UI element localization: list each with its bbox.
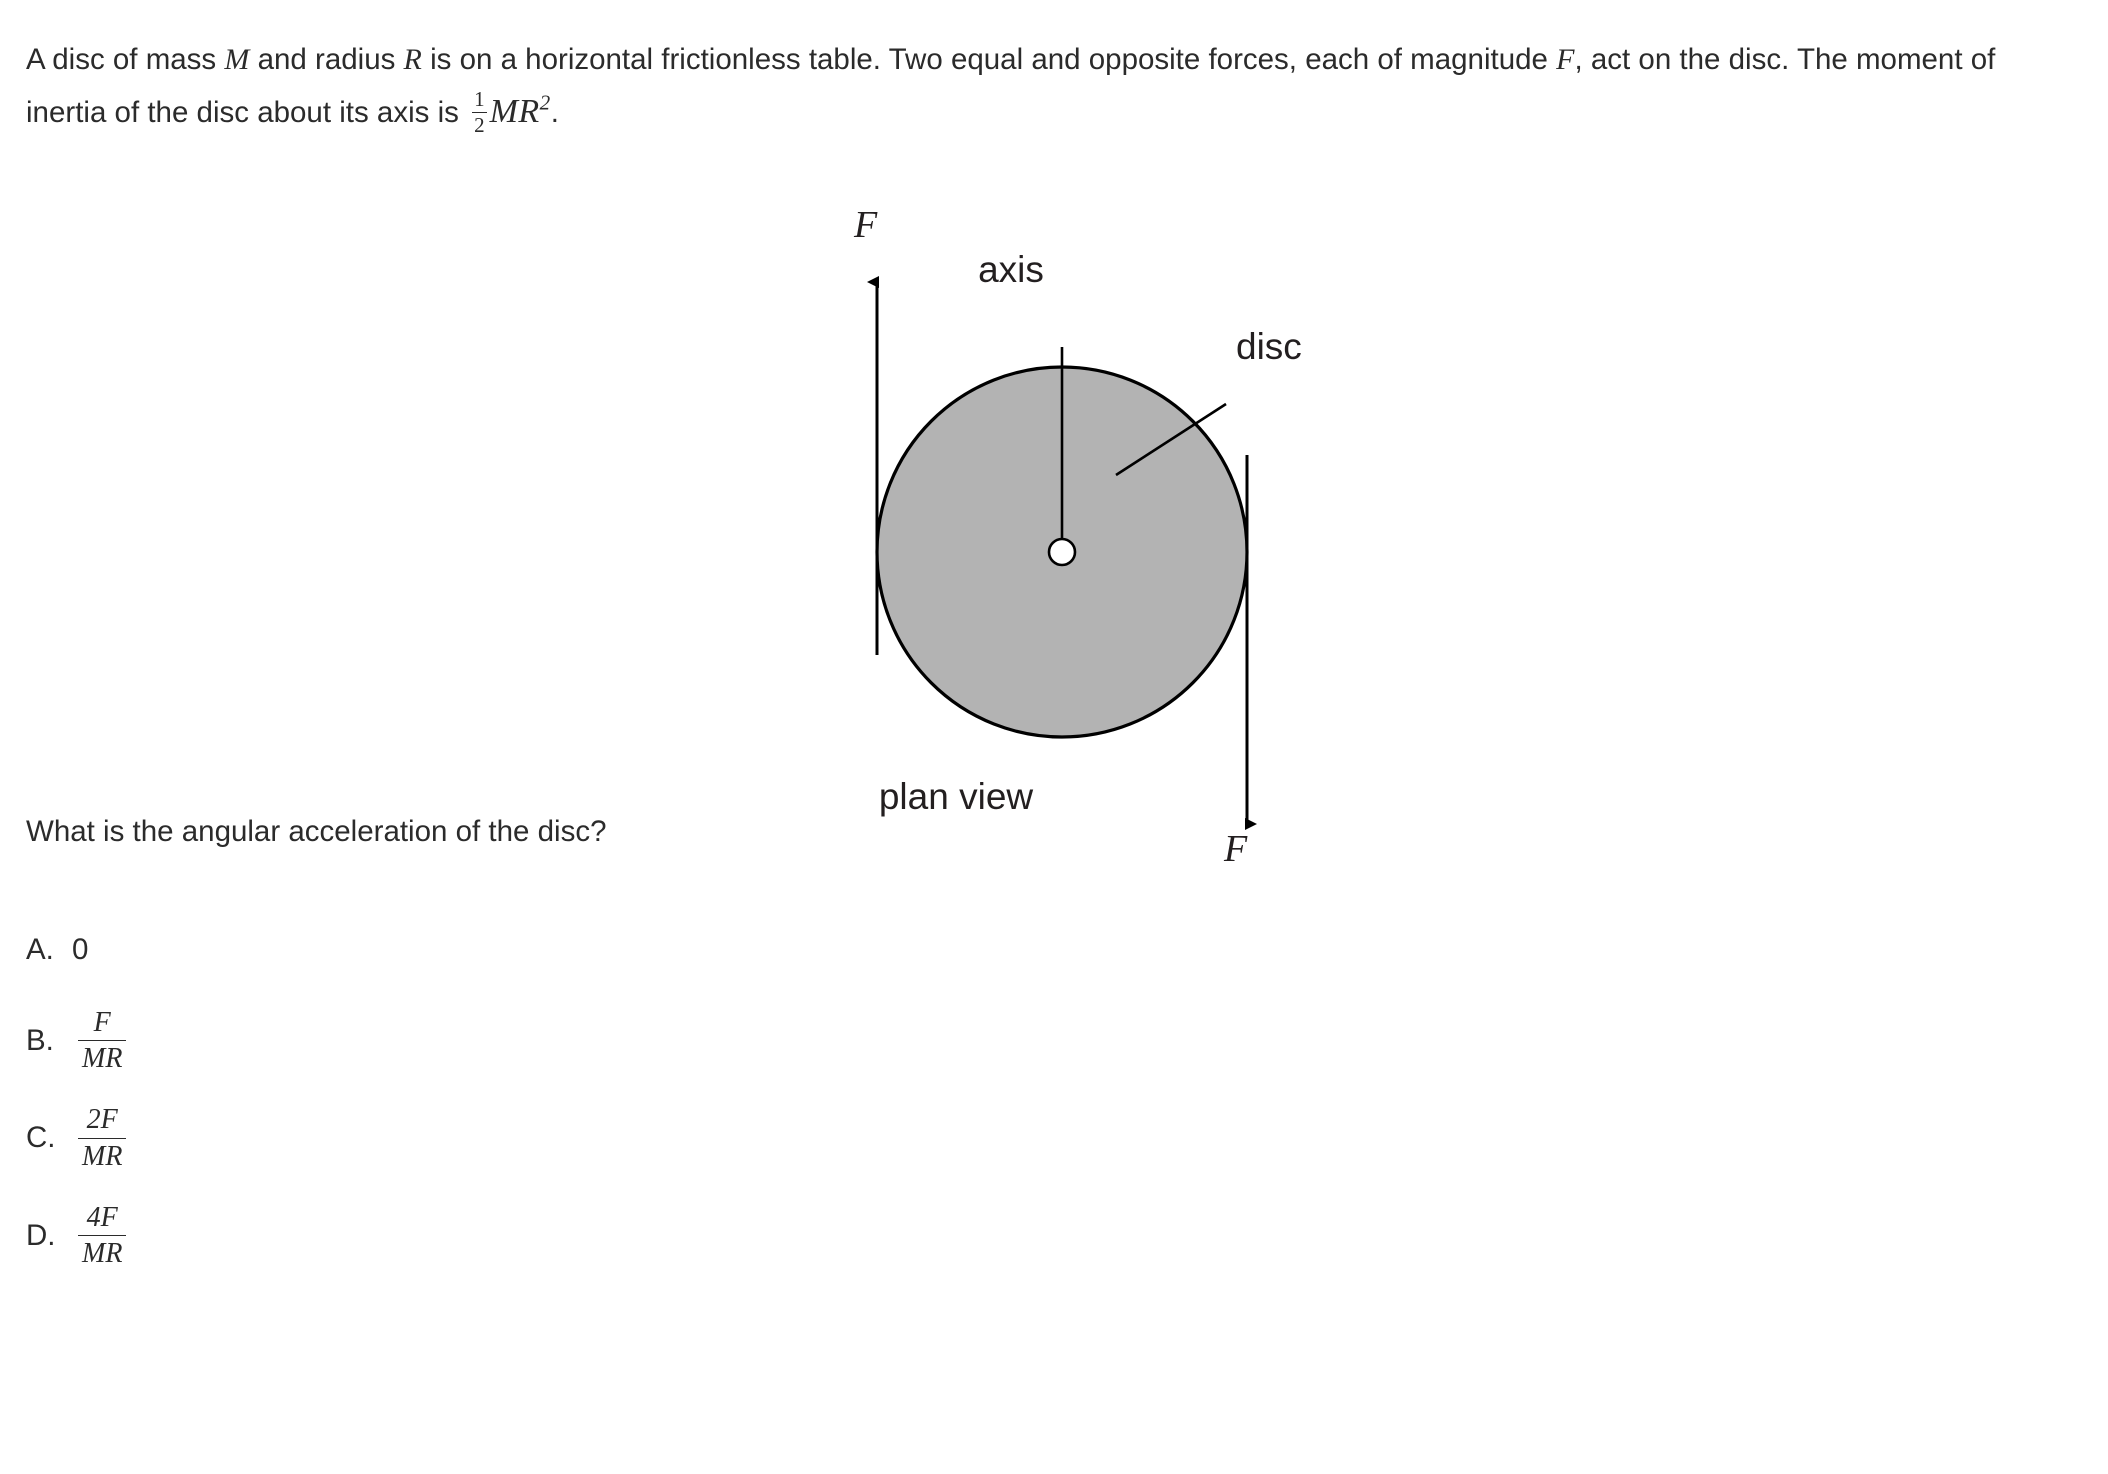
label-disc: disc [1236, 325, 1302, 367]
option-d-numerator: 4F [86, 1202, 118, 1234]
stem-text-2: and radius [249, 42, 404, 76]
option-b-denominator: MR [78, 1040, 126, 1074]
stem-moment-of-inertia [489, 90, 551, 131]
option-b[interactable] [26, 1007, 2082, 1075]
answer-options [26, 923, 2082, 1270]
stem-mr-symbol: MR [489, 93, 540, 131]
option-c-fraction [78, 1104, 126, 1172]
stem-text-1: A disc of mass [26, 42, 225, 76]
stem-text-3: is on a horizontal frictionless table. Two equal and opposite forces, each of magnitude [421, 42, 1557, 76]
option-c-denominator: MR [78, 1138, 126, 1172]
question-prompt: What is the angular acceleration of the disc? [26, 814, 607, 848]
option-b-fraction [78, 1007, 126, 1075]
label-force-bottom: F [1224, 827, 1248, 870]
axis-hub [1049, 539, 1075, 565]
option-c[interactable] [26, 1104, 2082, 1172]
label-force-top: F [854, 203, 878, 246]
stem-variable-radius: R [403, 42, 422, 76]
option-b-numerator: F [93, 1006, 111, 1038]
stem-mr-exponent: 2 [539, 90, 551, 115]
stem-half-numerator: 1 [474, 87, 485, 112]
option-c-numerator: 2F [86, 1104, 118, 1136]
stem-text-period: . [550, 96, 559, 130]
stem-text-4: , act on the disc. The moment of inertia of the disc about its axis is [26, 42, 1996, 130]
option-d-letter: D. [26, 1218, 56, 1252]
question-stem [26, 36, 2082, 140]
option-a-value: 0 [72, 932, 89, 966]
label-axis: axis [978, 248, 1044, 290]
option-d-denominator: MR [78, 1235, 126, 1269]
option-d[interactable] [26, 1202, 2082, 1270]
stem-variable-force: F [1556, 42, 1575, 76]
stem-half-fraction [472, 88, 487, 135]
option-a-letter: A. [26, 932, 54, 966]
stem-half-denominator: 2 [474, 112, 485, 137]
option-a[interactable] [26, 923, 2082, 977]
label-plan-view: plan view [878, 775, 1034, 817]
option-d-fraction [78, 1202, 126, 1270]
option-b-letter: B. [26, 1023, 54, 1057]
stem-variable-mass: M [224, 42, 250, 76]
option-c-letter: C. [26, 1121, 56, 1155]
